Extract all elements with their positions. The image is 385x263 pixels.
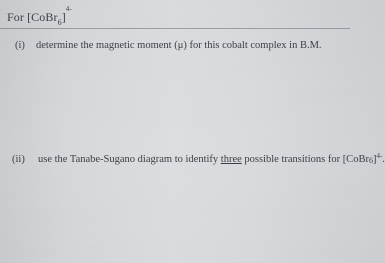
- question-ii-underlined-word: three: [220, 154, 242, 165]
- question-label-ii: (ii): [12, 154, 25, 165]
- question-label-i: (i): [15, 40, 25, 51]
- heading-charge: 4-: [65, 5, 72, 13]
- question-text-i: determine the magnetic moment (μ) for this cobalt complex in B.M.: [36, 40, 322, 51]
- question-text-ii: [38, 152, 385, 166]
- horizontal-rule: [0, 28, 350, 29]
- question-ii-subscript: 6: [368, 156, 373, 165]
- question-heading: [7, 5, 72, 28]
- question-ii-text-before: use the Tanabe-Sugano diagram to identify: [38, 154, 221, 165]
- question-ii-text-after: ]: [372, 154, 377, 165]
- question-ii-ending: .: [382, 154, 385, 165]
- question-ii-charge: 4-: [376, 152, 383, 160]
- heading-subscript: 6: [57, 18, 62, 28]
- question-ii-text-middle: possible transitions for [CoBr: [241, 154, 369, 165]
- heading-prefix: For [CoBr: [7, 10, 58, 24]
- heading-suffix: ]: [61, 10, 66, 24]
